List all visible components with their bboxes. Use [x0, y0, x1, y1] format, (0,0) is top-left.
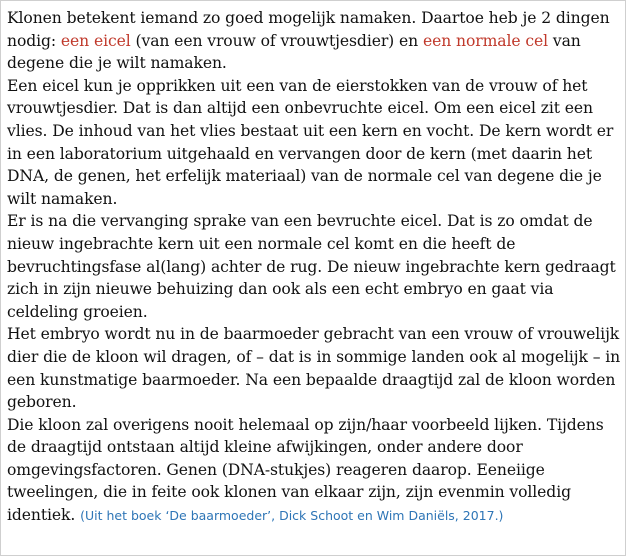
highlight-normale-cel: een normale cel: [422, 31, 549, 50]
intro-text: Klonen betekent iemand zo goed mogelijk namaken. Daartoe heb je 2 dingen nodig:: [7, 9, 610, 50]
paragraph-embryo: Het embryo wordt nu in de baarmoeder gebracht van een vrouw of vrouwelijk dier die de kloon wil dragen, of – dat is in sommige landen ook al mogelijk – in een kunstmatige baarmoeder. Na een bepaalde draagtijd zal de kloon worden geboren.: [7, 325, 621, 412]
paragraph-vervanging: Er is na die vervanging sprake van een bevruchte eicel. Dat is zo omdat de nieuw ingebrachte kern uit een normale cel komt en die heeft de bevruchtingsfase al(lang) achter de rug. De nieuw ingebrachte kern gedraagt zich in zijn nieuwe behuizing dan ook als een echt embryo en gaat via celdeling groeien.: [7, 212, 616, 321]
intro-text-2: (van een vrouw of vrouwtjesdier) en: [130, 31, 423, 50]
highlight-eicel: een eicel: [60, 31, 131, 50]
intro-text-3: van degene die je wilt namaken.: [7, 31, 581, 73]
paragraph-kloon: [7, 414, 622, 528]
paragraph-eicel: Een eicel kun je opprikken uit een van de eierstokken van de vrouw of het vrouwtjesdier. Dat is dan altijd een onbevruchte eicel. Om een eicel zit een vlies. De inhoud van het vlies bestaat uit een kern en vocht. De kern wordt er in een laboratorium uitgehaald en vervangen door de kern (met daarin het DNA, de genen, het erfelijk materiaal) van de normale cel van degene die je wilt namaken.: [7, 76, 614, 208]
document-body: [7, 7, 622, 528]
kloon-text: Die kloon zal overigens nooit helemaal op zijn/haar voorbeeld lijken. Tijdens de draagtijd ontstaan altijd kleine afwijkingen, onder andere door omgevingsfactoren. Genen (DNA-stukjes) reageren daarop. Eeneiige tweelingen, die in feite ook klonen van elkaar zijn, zijn evenmin volledig identiek.: [7, 415, 604, 525]
paragraph-intro: [7, 7, 622, 75]
source-citation: (Uit het boek ‘De baarmoeder’, Dick Schoot en Wim Daniëls, 2017.): [80, 508, 504, 524]
